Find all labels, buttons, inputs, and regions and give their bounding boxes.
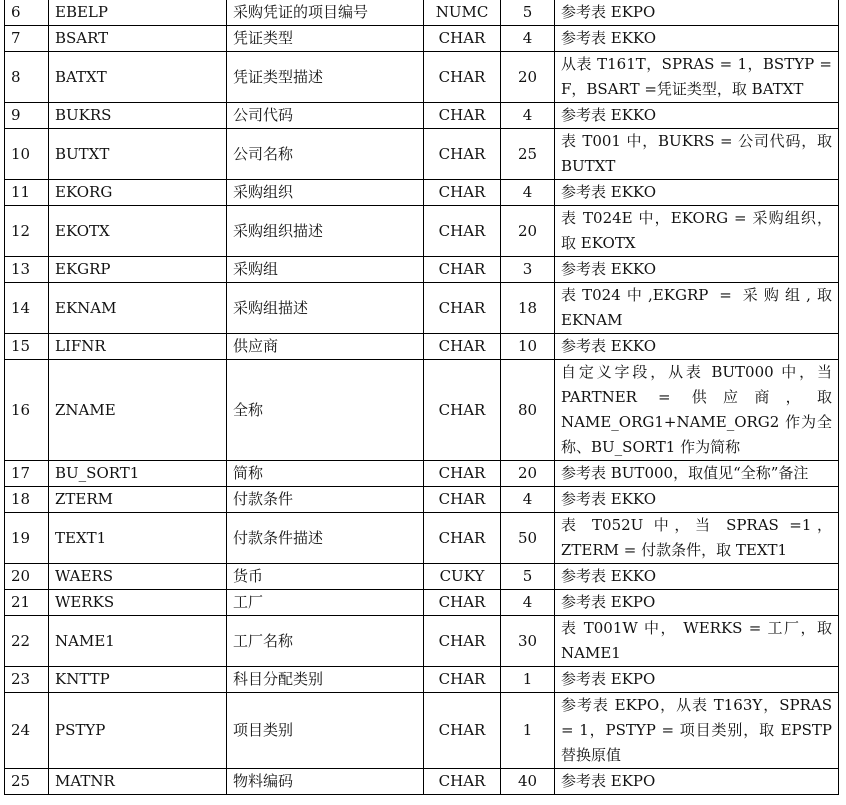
field-note: 参考表 EKKO xyxy=(555,103,839,129)
field-description: 采购组描述 xyxy=(227,283,424,334)
field-length: 4 xyxy=(501,26,555,52)
field-note: 表 T052U 中，当 SPRAS =1，ZTERM = 付款条件，取 TEXT1 xyxy=(555,513,839,564)
data-type: CHAR xyxy=(424,257,501,283)
data-type: CHAR xyxy=(424,180,501,206)
table-row xyxy=(5,513,839,564)
data-type: CHAR xyxy=(424,487,501,513)
field-name: EKGRP xyxy=(49,257,227,283)
table-row xyxy=(5,769,839,795)
field-note: 参考表 EKKO xyxy=(555,257,839,283)
row-number: 14 xyxy=(5,283,49,334)
table-body xyxy=(5,0,839,795)
row-number: 15 xyxy=(5,334,49,360)
field-note: 参考表 EKKO xyxy=(555,180,839,206)
table-row xyxy=(5,103,839,129)
field-name: WAERS xyxy=(49,564,227,590)
data-type: CHAR xyxy=(424,667,501,693)
table-row xyxy=(5,206,839,257)
data-type: CHAR xyxy=(424,129,501,180)
field-name: LIFNR xyxy=(49,334,227,360)
field-description: 物料编码 xyxy=(227,769,424,795)
field-note: 自定义字段，从表 BUT000 中，当 PARTNER = 供应商，取 NAME_ORG1+NAME_ORG2 作为全称、BU_SORT1 作为简称 xyxy=(555,360,839,461)
field-name: PSTYP xyxy=(49,693,227,769)
field-name: BUKRS xyxy=(49,103,227,129)
table-row xyxy=(5,487,839,513)
data-type: CHAR xyxy=(424,26,501,52)
table-row xyxy=(5,564,839,590)
data-type: CHAR xyxy=(424,360,501,461)
data-type: CHAR xyxy=(424,616,501,667)
field-description: 凭证类型描述 xyxy=(227,52,424,103)
field-length: 80 xyxy=(501,360,555,461)
row-number: 22 xyxy=(5,616,49,667)
row-number: 23 xyxy=(5,667,49,693)
field-length: 20 xyxy=(501,461,555,487)
field-name: NAME1 xyxy=(49,616,227,667)
field-description: 采购组 xyxy=(227,257,424,283)
field-length: 25 xyxy=(501,129,555,180)
field-length: 30 xyxy=(501,616,555,667)
field-note: 参考表 EKPO xyxy=(555,667,839,693)
data-type: CHAR xyxy=(424,103,501,129)
field-description: 工厂名称 xyxy=(227,616,424,667)
field-note: 参考表 BUT000，取值见“全称”备注 xyxy=(555,461,839,487)
table-row xyxy=(5,334,839,360)
field-name: EKNAM xyxy=(49,283,227,334)
data-type: CHAR xyxy=(424,769,501,795)
field-description: 凭证类型 xyxy=(227,26,424,52)
field-spec-table xyxy=(4,0,839,795)
field-note: 从表 T161T，SPRAS = 1，BSTYP = F，BSART =凭证类型，取 BATXT xyxy=(555,52,839,103)
field-length: 4 xyxy=(501,590,555,616)
field-name: EKORG xyxy=(49,180,227,206)
field-name: BSART xyxy=(49,26,227,52)
field-note: 表 T001W 中， WERKS = 工厂，取 NAME1 xyxy=(555,616,839,667)
field-description: 采购组织 xyxy=(227,180,424,206)
field-length: 40 xyxy=(501,769,555,795)
row-number: 21 xyxy=(5,590,49,616)
table-row xyxy=(5,26,839,52)
field-note: 参考表 EKKO xyxy=(555,487,839,513)
table-row xyxy=(5,129,839,180)
field-name: KNTTP xyxy=(49,667,227,693)
field-length: 18 xyxy=(501,283,555,334)
table-row xyxy=(5,180,839,206)
row-number: 10 xyxy=(5,129,49,180)
field-name: EKOTX xyxy=(49,206,227,257)
table-row xyxy=(5,461,839,487)
field-name: BU_SORT1 xyxy=(49,461,227,487)
field-name: TEXT1 xyxy=(49,513,227,564)
table-row xyxy=(5,0,839,26)
field-description: 供应商 xyxy=(227,334,424,360)
field-length: 4 xyxy=(501,103,555,129)
table-row xyxy=(5,283,839,334)
field-note: 表 T024E 中，EKORG = 采购组织，取 EKOTX xyxy=(555,206,839,257)
row-number: 13 xyxy=(5,257,49,283)
field-length: 50 xyxy=(501,513,555,564)
field-length: 10 xyxy=(501,334,555,360)
data-type: CHAR xyxy=(424,513,501,564)
table-row xyxy=(5,257,839,283)
row-number: 20 xyxy=(5,564,49,590)
field-note: 参考表 EKPO xyxy=(555,769,839,795)
data-type: CHAR xyxy=(424,52,501,103)
field-description: 简称 xyxy=(227,461,424,487)
row-number: 19 xyxy=(5,513,49,564)
field-note: 参考表 EKKO xyxy=(555,334,839,360)
field-description: 公司代码 xyxy=(227,103,424,129)
field-note: 表T024中,EKGRP = 采购组,取EKNAM xyxy=(555,283,839,334)
field-name: WERKS xyxy=(49,590,227,616)
field-description: 采购组织描述 xyxy=(227,206,424,257)
row-number: 6 xyxy=(5,0,49,26)
field-description: 付款条件 xyxy=(227,487,424,513)
row-number: 12 xyxy=(5,206,49,257)
table-row xyxy=(5,360,839,461)
row-number: 8 xyxy=(5,52,49,103)
field-description: 项目类别 xyxy=(227,693,424,769)
data-type: CHAR xyxy=(424,693,501,769)
field-name: BUTXT xyxy=(49,129,227,180)
data-type: CHAR xyxy=(424,206,501,257)
table-row xyxy=(5,616,839,667)
row-number: 7 xyxy=(5,26,49,52)
field-length: 3 xyxy=(501,257,555,283)
table-row xyxy=(5,667,839,693)
field-name: ZTERM xyxy=(49,487,227,513)
field-length: 5 xyxy=(501,564,555,590)
field-length: 5 xyxy=(501,0,555,26)
field-length: 20 xyxy=(501,52,555,103)
field-description: 全称 xyxy=(227,360,424,461)
table-row xyxy=(5,693,839,769)
field-note: 表 T001 中，BUKRS = 公司代码，取 BUTXT xyxy=(555,129,839,180)
data-type: CHAR xyxy=(424,334,501,360)
field-note: 参考表 EKKO xyxy=(555,26,839,52)
row-number: 17 xyxy=(5,461,49,487)
row-number: 11 xyxy=(5,180,49,206)
row-number: 24 xyxy=(5,693,49,769)
row-number: 9 xyxy=(5,103,49,129)
row-number: 18 xyxy=(5,487,49,513)
field-length: 20 xyxy=(501,206,555,257)
row-number: 25 xyxy=(5,769,49,795)
field-description: 科目分配类别 xyxy=(227,667,424,693)
field-length: 1 xyxy=(501,667,555,693)
data-type: CHAR xyxy=(424,461,501,487)
field-name: BATXT xyxy=(49,52,227,103)
field-name: ZNAME xyxy=(49,360,227,461)
field-note: 参考表 EKPO xyxy=(555,0,839,26)
field-description: 采购凭证的项目编号 xyxy=(227,0,424,26)
field-description: 货币 xyxy=(227,564,424,590)
row-number: 16 xyxy=(5,360,49,461)
data-type: CHAR xyxy=(424,283,501,334)
data-type: CUKY xyxy=(424,564,501,590)
field-description: 付款条件描述 xyxy=(227,513,424,564)
field-note: 参考表 EKKO xyxy=(555,564,839,590)
data-type: CHAR xyxy=(424,590,501,616)
field-name: MATNR xyxy=(49,769,227,795)
field-description: 公司名称 xyxy=(227,129,424,180)
data-type: NUMC xyxy=(424,0,501,26)
field-length: 1 xyxy=(501,693,555,769)
field-length: 4 xyxy=(501,180,555,206)
table-row xyxy=(5,52,839,103)
table-row xyxy=(5,590,839,616)
field-name: EBELP xyxy=(49,0,227,26)
field-note: 参考表 EKPO xyxy=(555,590,839,616)
field-description: 工厂 xyxy=(227,590,424,616)
field-note: 参考表 EKPO，从表 T163Y，SPRAS = 1，PSTYP = 项目类别，取 EPSTP 替换原值 xyxy=(555,693,839,769)
field-length: 4 xyxy=(501,487,555,513)
